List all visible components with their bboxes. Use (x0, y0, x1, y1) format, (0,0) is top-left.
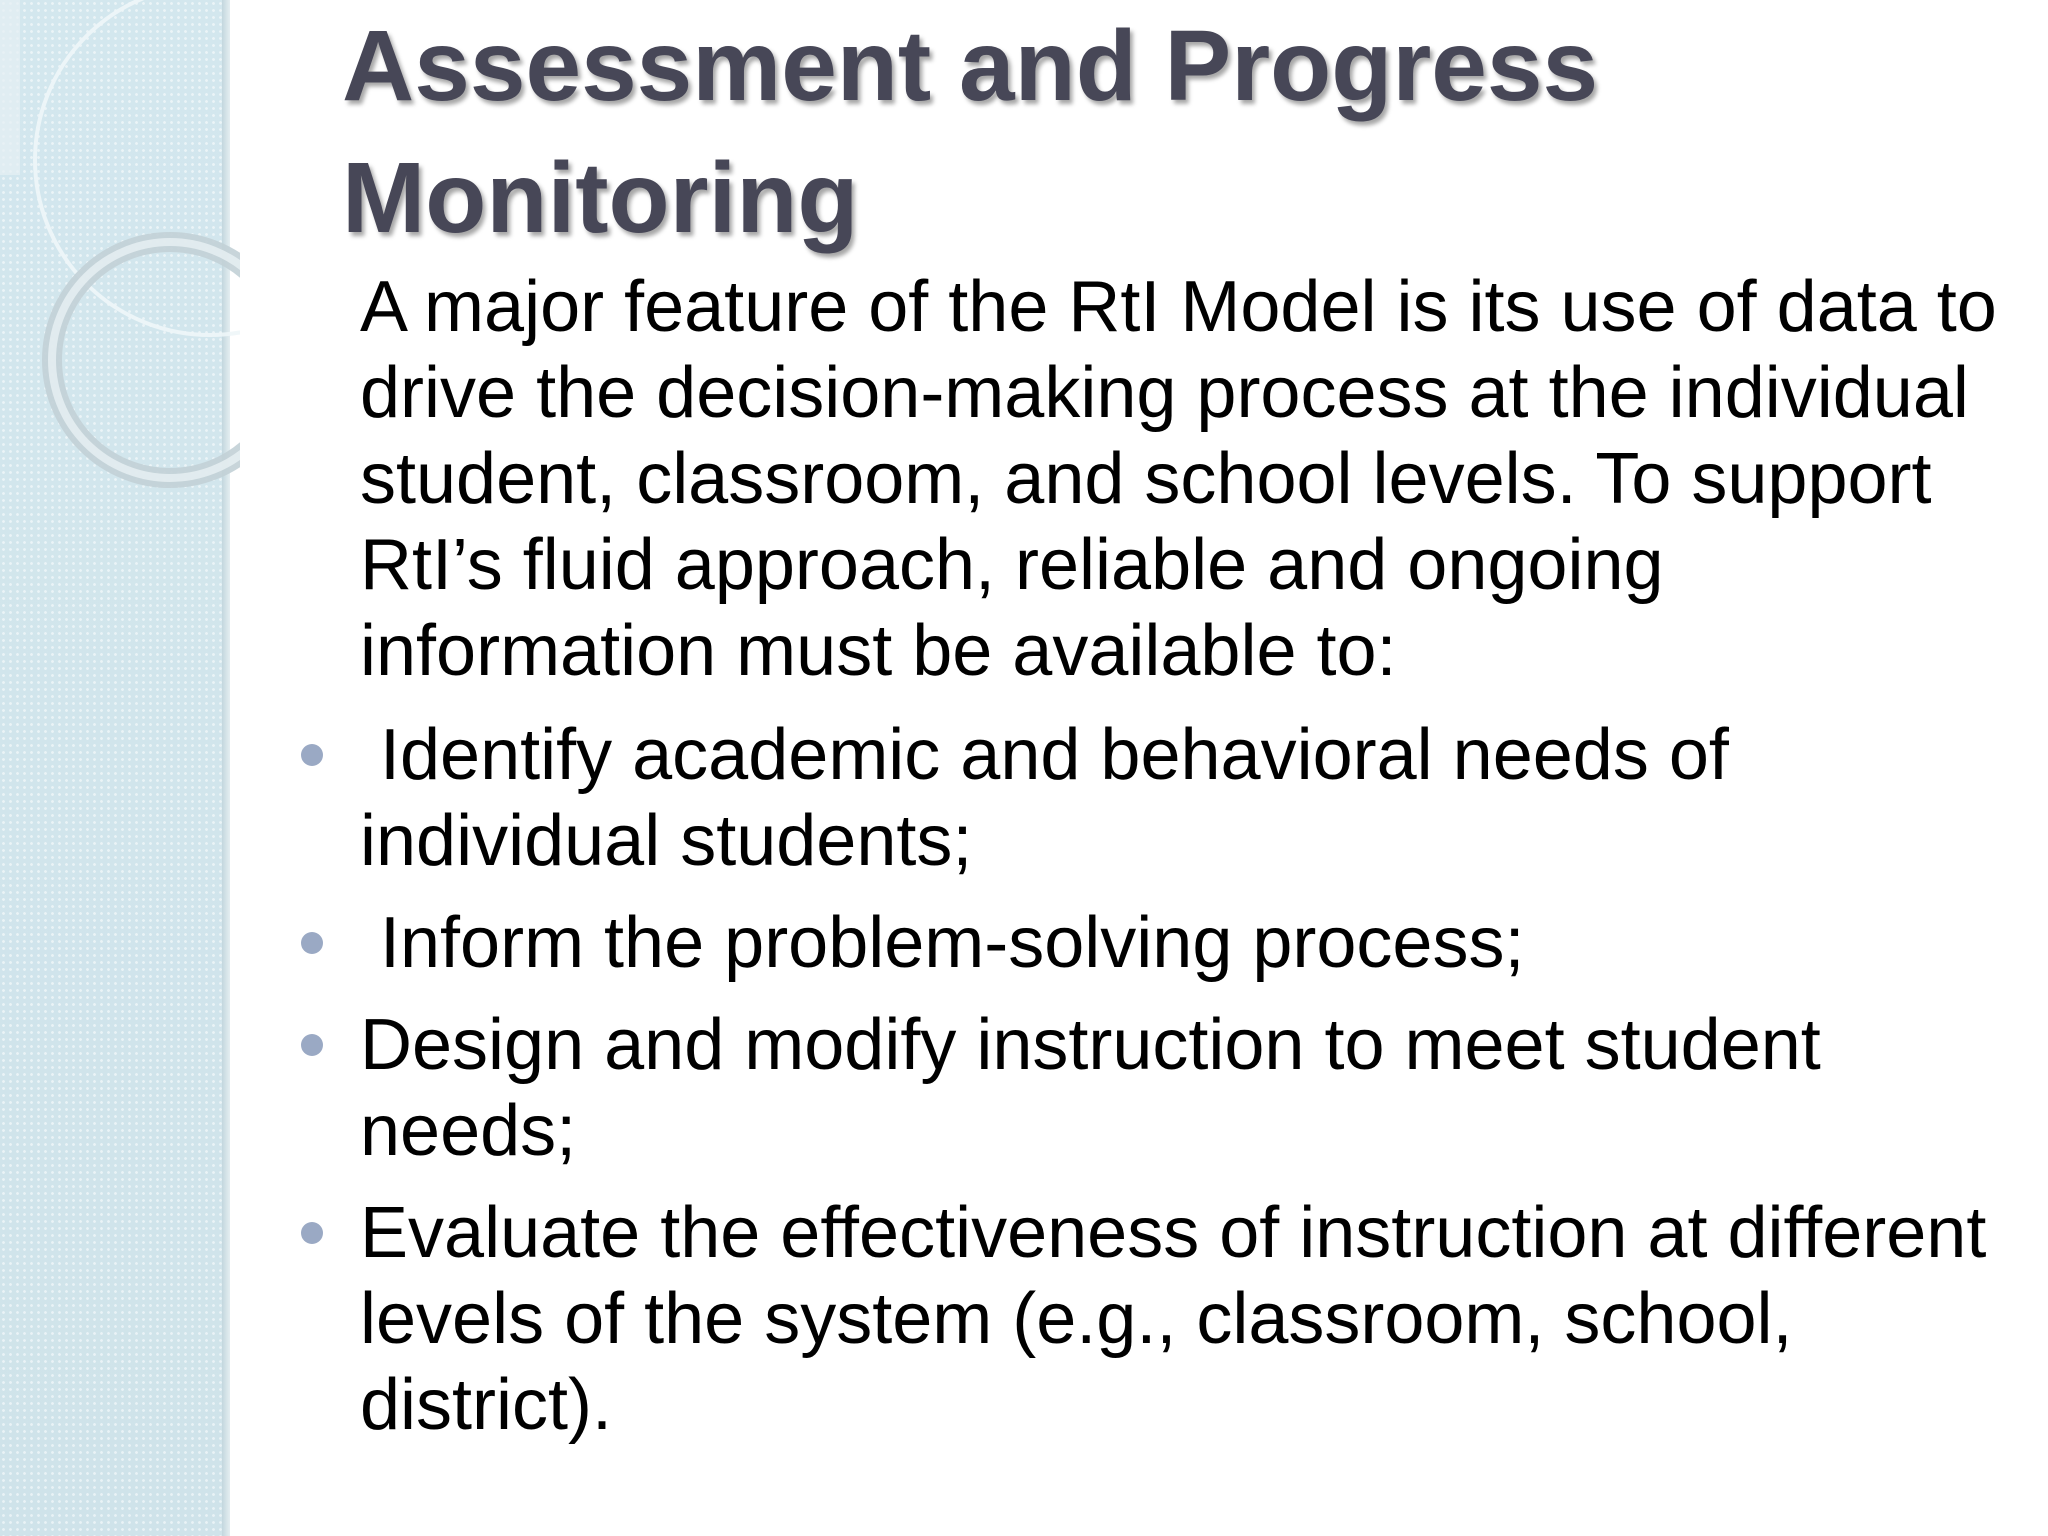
bullet-item (300, 900, 2000, 986)
decorative-circles (0, 0, 240, 520)
bullet-item (300, 712, 2000, 884)
bullet-dot-icon (301, 1222, 323, 1244)
bullet-dot-icon (301, 744, 323, 766)
bullet-item (300, 1190, 2000, 1448)
slide-body (300, 264, 2000, 1464)
bullet-dot-icon (301, 1034, 323, 1056)
bullet-item (300, 1002, 2000, 1174)
bullet-text: Evaluate the effectiveness of instruction at different levels of the system (e.g., classroom, school, district). (360, 1193, 1987, 1445)
slide-title: Assessment and Progress Monitoring (342, 10, 1599, 254)
bullet-text: Inform the problem-solving process; (380, 903, 1525, 983)
bullet-dot-icon (301, 932, 323, 954)
intro-paragraph: A major feature of the RtI Model is its use of data to drive the decision-making process at the individual student, classroom, and school levels. To support RtI’s fluid approach, reliable and ongoing information must be available to: (360, 267, 1997, 691)
bullet-text: Design and modify instruction to meet student needs; (360, 1005, 1821, 1171)
bullet-text: Identify academic and behavioral needs of individual students; (360, 715, 1729, 881)
bullet-list (300, 712, 2000, 1448)
